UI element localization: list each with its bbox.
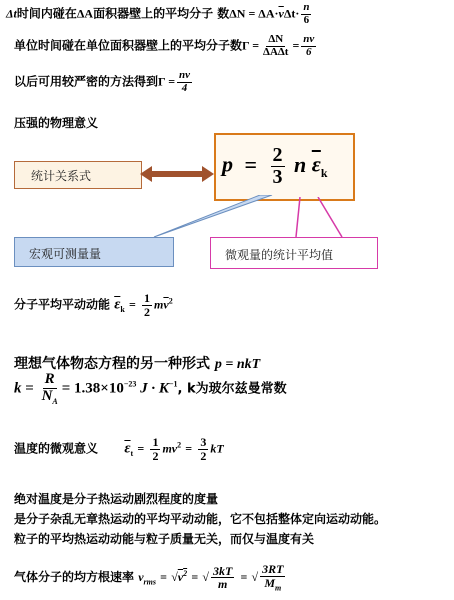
kinetic-fraction: $\frac{1}{2}$ xyxy=(144,291,151,319)
statistical-relation-label: 统计关系式 xyxy=(31,169,92,183)
pressure-formula-box xyxy=(214,133,355,201)
kinetic-eps: $\overline{\varepsilon}$ xyxy=(114,296,121,313)
kinetic-label: 分子平均平动动能 xyxy=(14,297,111,312)
kinetic-energy-line: 分子平均平动动能 $\overline{\varepsilon}_k$ = $\frac{1}{2}$ $m\overline{v}^2$ xyxy=(14,291,173,319)
formula-p: p xyxy=(222,151,233,177)
boltzmann-fraction: $\frac{R}{N_A}$ xyxy=(41,371,58,406)
macroscopic-box xyxy=(14,237,174,267)
statistical-relation-box xyxy=(14,161,142,189)
macroscopic-label: 宏观可测量量 xyxy=(29,247,102,261)
line-collision-count: Δt时间内碰在ΔA面积器壁上的平均分子 数$\Delta N = \Delta A\cdot\overline{v}\Delta t\cdot$ $\frac{n}{6}$ xyxy=(6,1,310,26)
temperature-fraction-2: $\frac{3}{2}$ xyxy=(200,435,207,463)
rms-fraction-2: $\frac{3RT}{M_m}$ xyxy=(262,562,284,592)
line3-text: 以后可用较严密的方法得到 xyxy=(14,74,159,89)
line2-fraction-1: $\frac{\Delta N}{\text{ΔAΔt}}$ xyxy=(263,33,289,58)
temperature-line: 温度的微观意义 $\overline{\varepsilon}_t$ = $\frac{1}{2}$ $mv^2$ = $\frac{3}{2}$ kT xyxy=(14,435,224,463)
formula-fraction: $\frac{2}{3}$ xyxy=(272,144,283,188)
double-arrow xyxy=(140,165,214,183)
line1-fraction: $\frac{n}{6}$ xyxy=(303,1,310,26)
microscopic-label: 微观量的统计平均值 xyxy=(225,248,334,262)
rms-fraction-1: $\frac{3kT}{m}$ xyxy=(212,563,233,592)
statement-2: 是分子杂乱无章热运动的平均平动动能，它不包括整体定向运动动能。 xyxy=(14,512,387,526)
ideal-gas-formula: p = nkT xyxy=(214,357,261,372)
line-rigorous-method: 以后可用较严密的方法得到Γ = $\frac{nv}{4}$ xyxy=(14,69,191,94)
callout-right xyxy=(290,197,350,237)
line3-fraction: $\frac{nv}{4}$ xyxy=(179,69,191,94)
formula-n: n xyxy=(294,151,307,177)
formula-epsilon: $\overline{\varepsilon}$ xyxy=(311,151,321,177)
rms-line: 气体分子的均方根速率 $v_{rms} = √v^2$ = √ $\frac{3kT}{m}$ = √ $\frac{3RT}{M_m}$ xyxy=(14,562,284,592)
ideal-gas-line xyxy=(14,353,260,373)
statement-1: 绝对温度是分子热运动剧烈程度的度量 xyxy=(14,492,219,506)
boltzmann-line: k = $\frac{R}{N_A}$ = $1.38\times 10^{-23}$ $J \cdot K^{-1}$, k为玻尔兹曼常数 xyxy=(14,371,287,406)
temperature-label: 温度的微观意义 xyxy=(14,441,99,456)
line2-fraction-2: $\frac{nv}{6}$ xyxy=(303,33,315,58)
line-unit-collision: 单位时间碰在单位面积器壁上的平均分子数Γ = $\frac{\Delta N}{\text{ΔAΔt}}$ = $\frac{nv}{6}$ xyxy=(14,33,315,58)
line1-middle: 面积器壁上的平均分子 数 xyxy=(93,6,230,21)
ideal-gas-label: 理想气体物态方程的另一种形式 xyxy=(14,356,210,372)
pressure-meaning-heading: 压强的物理意义 xyxy=(14,116,99,130)
line1-text: 时间内碰在 xyxy=(16,6,77,21)
microscopic-box xyxy=(210,237,378,269)
formula-eq: = xyxy=(244,151,258,177)
formula-sub-k: k xyxy=(320,165,328,180)
rms-label: 气体分子的均方根速率 xyxy=(14,570,135,585)
delta-t: Δt xyxy=(6,6,17,21)
temperature-fraction-1: $\frac{1}{2}$ xyxy=(152,435,159,463)
statement-3: 粒子的平均热运动动能与粒子质量无关，而仅与温度有关 xyxy=(14,532,315,546)
pressure-formula xyxy=(222,145,328,188)
boltzmann-tail: , k为玻尔兹曼常数 xyxy=(177,381,287,397)
line2-text: 单位时间碰在单位面积器壁上的平均分子数 xyxy=(14,38,243,53)
